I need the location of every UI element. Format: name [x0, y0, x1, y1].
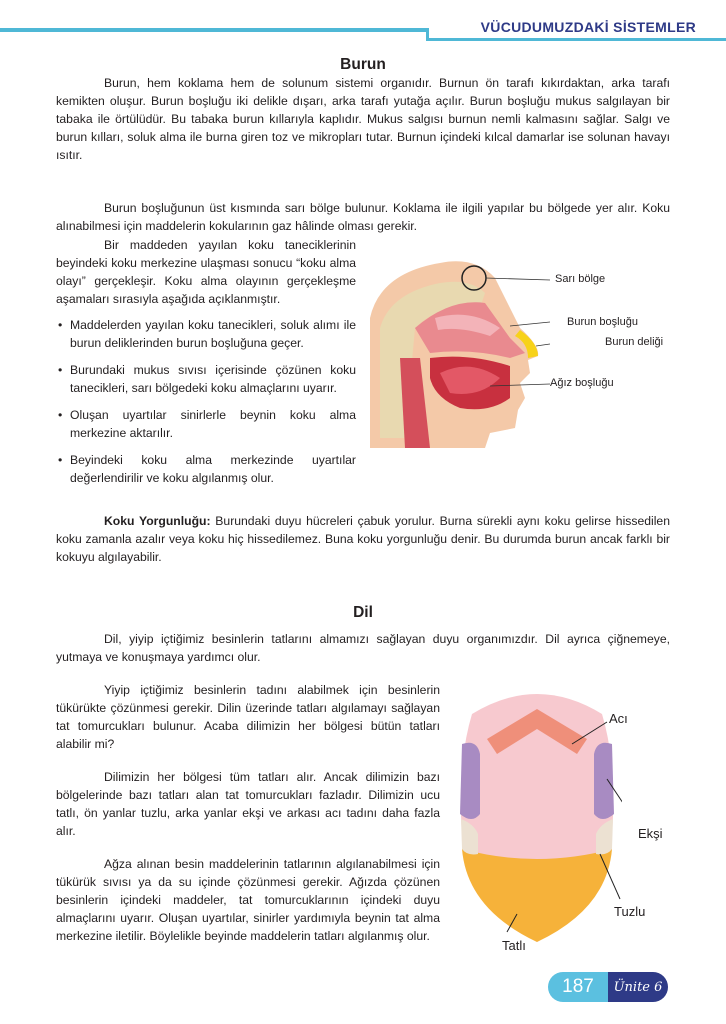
koku-yorgunlugu-term: Koku Yorgunluğu:	[104, 514, 211, 528]
header-rule-left	[0, 28, 428, 32]
dil-paragraph-1: Dil, yiyip içtiğimiz besinlerin tatlarını almamızı sağlayan duyu organımızdır. Dil ayrıca çiğnemeye, yutmaya ve konuşmaya yardımcı olur.	[56, 632, 670, 664]
section-title-burun: Burun	[340, 56, 386, 73]
burun-paragraph-1: Burun, hem koklama hem de solunum sistemi organıdır. Burnun ön tarafı kıkırdaktan, arka tarafı kemikten oluşur. Burun boşluğu iki delikle dışarı, arka tarafı yutağa açılır. Burun boşluğu mukus salgılayan bir tabaka ile örtülüdür. Bu tabaka burun kıllarıyla kaplıdır. Mukus salgısı burnun nemli kalmasını sağlar. Salgı ve burun kılları, soluk alma ile burna giren toz ve mikropları tutar. Burnun içindeki kılcal damarlar ise solunan havayı ısıtır.	[56, 76, 670, 162]
list-item: • Burundaki mukus sıvısı içerisinde çözünen koku tanecikleri, sarı bölgedeki koku almaçlarını uyarır.	[56, 361, 356, 397]
koku-yorgunlugu-paragraph	[56, 512, 670, 566]
label-tatli: Tatlı	[502, 938, 526, 953]
section-title-dil: Dil	[353, 604, 373, 621]
label-tuzlu: Tuzlu	[614, 904, 646, 919]
header-rule-right	[426, 38, 726, 41]
page-number: 187	[548, 972, 608, 1002]
label-eksi: Ekşi	[638, 826, 663, 841]
list-item: • Beyindeki koku alma merkezinde uyartılar değerlendirilir ve koku algılanmış olur.	[56, 451, 356, 487]
label-burun-deligi: Burun deliği	[605, 336, 664, 348]
dil-paragraph-4: Ağza alınan besin maddelerinin tatlarının algılanabilmesi için tükürük sıvısı ya da su içinde çözünmesi gerekir. Ağızda çözünen besinlerin içindeki maddeler, tat tomurcuklarının içindeki duyu almaçlarını uyarır. Oluşan uyartılar, sinirler yardımıyla beynin tat alma merkezine iletilir. Böylelikle beyinde maddelerin tatları algılanmış olur.	[56, 857, 440, 943]
page-number-badge	[548, 972, 668, 1002]
dil-paragraph-2: Yiyip içtiğimiz besinlerin tadını alabilmek için besinlerin tükürükte çözünmesi gerekir. Dilin üzerinde tatları algılamayı sağlayan tat tomurcukları bulunur. Acaba dilimizin her bölgesi bütün tatları alabilir mi?	[56, 683, 440, 751]
list-item: • Maddelerden yayılan koku tanecikleri, soluk alımı ile burun deliklerinden burun boşluğuna geçer.	[56, 316, 356, 352]
list-item: • Oluşan uyartılar sinirlerle beynin koku alma merkezine aktarılır.	[56, 406, 356, 442]
burun-paragraph-3: Bir maddeden yayılan koku taneciklerinin beyindeki koku merkezine ulaşması sonucu “koku alma olayı” gerçekleşir. Koku alma olayının gerçekleşme aşamaları sırasıyla aşağıda açıklanmıştır.	[56, 238, 356, 306]
label-burun-boslugu: Burun boşluğu	[567, 316, 638, 328]
label-agiz-boslugu: Ağız boşluğu	[550, 377, 614, 389]
label-sari-bolge: Sarı bölge	[555, 273, 606, 285]
dil-paragraph-3: Dilimizin her bölgesi tüm tatları alır. Ancak dilimizin bazı bölgelerinde bazı tatları alan tat tomurcukları fazladır. Dilimizin ucu tatlı, ön yanlar tuzlu, arka yanlar ekşi ve arkası acı tadını daha fazla alır.	[56, 770, 440, 838]
burun-paragraph-2: Burun boşluğunun üst kısmında sarı bölge bulunur. Koklama ile ilgili yapılar bu bölgede yer alır. Koku alınabilmesi için maddelerin kokularının gaz hâlinde olması gerekir.	[56, 201, 670, 233]
chapter-title: VÜCUDUMUZDAKİ SİSTEMLER	[480, 19, 696, 35]
unit-label: Ünite 6	[608, 972, 668, 1002]
smell-steps-list	[56, 316, 356, 496]
tongue-taste-map-diagram	[452, 684, 622, 946]
label-aci: Acı	[609, 711, 628, 726]
koku-yorgunlugu-text: Burundaki duyu hücreleri çabuk yorulur. Burna sürekli aynı koku gelirse hissedilen koku zamanla azalır veya koku hiç hissedilemez. Buna koku yorgunluğu denir. Bu durumda burun ancak farklı bir kokuyu algılayabilir.	[56, 514, 670, 564]
nose-cross-section-diagram	[360, 248, 550, 453]
